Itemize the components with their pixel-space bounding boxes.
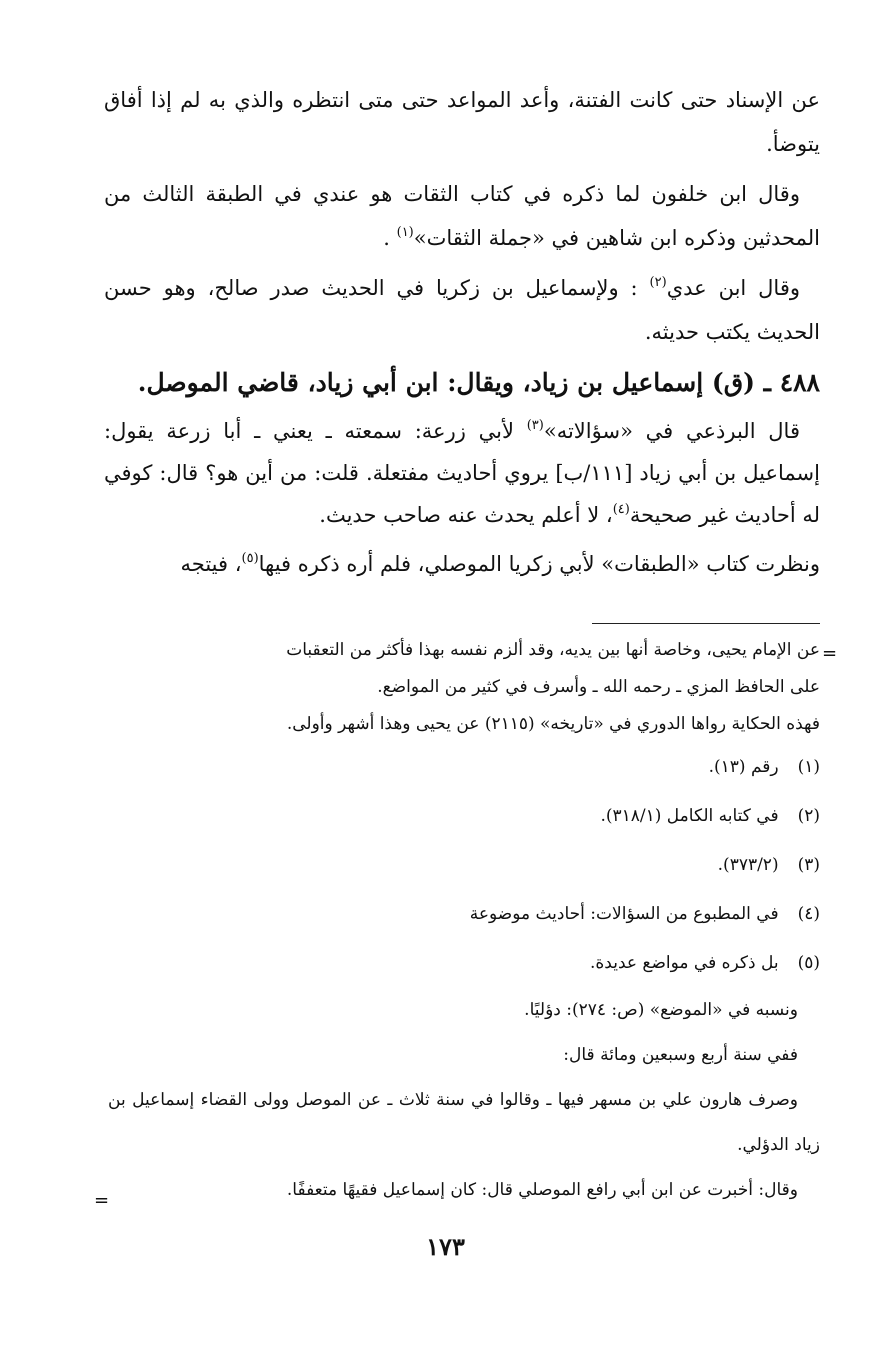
page-number: ١٧٣ [426,1232,465,1261]
paragraph-1-text: عن الإسناد حتى كانت الفتنة، وأعد المواعد حتى متى انتظره والذي به لم إذا أفاق يتوضأ. [104,88,820,156]
footnote-ref-4[interactable]: (٤) [612,502,630,517]
footnote-separator [592,623,820,624]
paragraph-4 [104,410,820,536]
paragraph-2-text: وقال ابن خلفون لما ذكره في كتاب الثقات هو عندي في الطبقة الثالث من المحدثين وذكره ابن شاهين في «جملة الثقات» [104,182,820,250]
footnote-ref-2[interactable]: (٢) [649,275,667,290]
footnote-ref-1[interactable]: (١) [396,225,414,240]
footnote-number: (١) [797,757,820,777]
footnote-5-detail: وقال: أخبرت عن ابن أبي رافع الموصلي قال: كان إسماعيل فقيهًا متعففًا. [286,1180,798,1200]
footnote-item-2 [108,792,820,841]
footnote-item-4 [108,890,820,939]
footnote-continuation-line: فهذه الحكاية رواها الدوري في «تاريخه» (٢١١٥) عن يحيى وهذا أشهر وأولى. [286,714,820,734]
footnote-number: (٥) [797,953,820,973]
footnote-5-detail: ففي سنة أربع وسبعين ومائة قال: [563,1045,798,1065]
footnote-number: (٢) [797,806,820,826]
paragraph-2-end: . [383,226,397,250]
footnote-5-detail: ونسبه في «الموضع» (ص: ٢٧٤): دؤليًا. [524,1000,798,1020]
footnote-item-3 [108,841,820,890]
footnote-text: في المطبوع من السؤالات: أحاديث موضوعة [469,904,779,924]
entry-heading: ٤٨٨ ـ (ق) إسماعيل بن زياد، ويقال: ابن أبي زياد، قاضي الموصل. [137,368,820,397]
paragraph-4-end: ، لا أعلم يحدث عنه صاحب حديث. [319,503,613,527]
continuation-mark-top: = [822,643,838,664]
paragraph-3-rest: : ولإسماعيل بن زكريا في الحديث صدر صالح، وهو حسن الحديث يكتب حديثه. [104,276,820,344]
footnote-text: بل ذكره في مواضع عديدة. [590,953,779,973]
footnote-5-detail: وصرف هارون علي بن مسهر فيها ـ وقالوا في سنة ثلاث ـ عن الموصل وولى القضاء إسماعيل بن زياد الدؤلي. [108,1090,820,1155]
paragraph-5-text: ونظرت كتاب «الطبقات» لأبي زكريا الموصلي، فلم أره ذكره فيها [258,552,820,576]
footnote-number: (٣) [797,855,820,875]
footnote-number: (٤) [797,904,820,924]
footnote-text: رقم (١٣). [708,757,779,777]
footnote-continuation-line: على الحافظ المزي ـ رحمه الله ـ وأسرف في كثير من المواضع. [377,677,820,697]
paragraph-5 [104,542,820,586]
footnote-text: (٣٧٣/٢). [717,855,779,875]
footnote-continuation-line: عن الإمام يحيى، وخاصة أنها بين يديه، وقد ألزم نفسه بهذا فأكثر من التعقبات [286,640,820,660]
footnote-item-5 [108,939,820,988]
paragraph-4-rest: لأبي زرعة: سمعته ـ يعني ـ أبا زرعة يقول: إسماعيل بن أبي زياد [١١١/ب] يروي أحاديث مفتعلة. قلت: من أين هو؟ قال: كوفي له أحاديث غير صحيحة [104,419,820,527]
paragraph-3 [104,266,820,354]
footnote-text: في كتابه الكامل (٣١٨/١). [600,806,779,826]
paragraph-5-end: ، فيتجه [180,552,242,576]
paragraph-2 [104,172,820,260]
footnote-item-1 [108,743,820,792]
footnotes [108,632,820,1213]
paragraph-4-text: قال البرذعي في «سؤالاته» [543,419,800,443]
main-text [104,78,820,592]
footnote-ref-5[interactable]: (٥) [241,551,259,566]
paragraph-3-text: وقال ابن عدي [666,276,800,300]
continuation-mark-bottom: = [94,1190,110,1211]
paragraph-1 [104,78,820,166]
footnote-ref-3[interactable]: (٣) [526,418,544,433]
